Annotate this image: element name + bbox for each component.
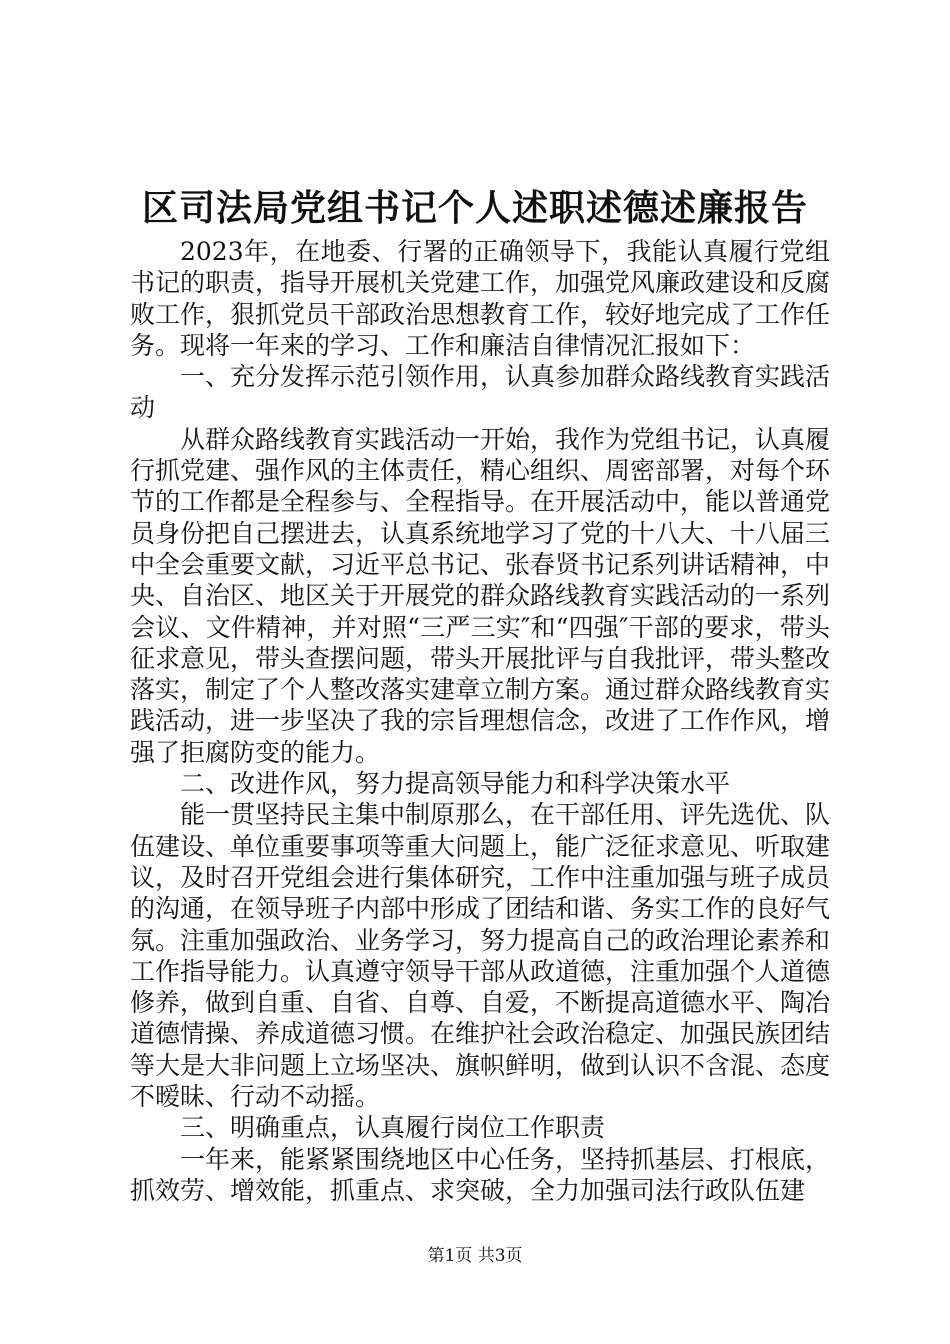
document-body: [130, 236, 830, 1206]
document-title: 区司法局党组书记个人述职述德述廉报告: [141, 187, 808, 229]
section-heading-1: 一、充分发挥示范引领作用，认真参加群众路线教育实践活动: [130, 362, 831, 423]
paragraph-section-2: 能一贯坚持民主集中制原那么，在干部任用、评先选优、队伍建设、单位重要事项等重大问题上，能广泛征求意见、听取建议，及时召开党组会进行集体研究，工作中注重加强与班子成员的沟通，在领导班子内部中形成了团结和谐、务实工作的良好气氛。注重加强政治、业务学习，努力提高自己的政治理论素养和工作指导能力。认真遵守领导干部从政道德，注重加强个人道德修养，做到自重、自省、自尊、自爱，不断提高道德水平、陶冶道德情操、养成道德习惯。在维护社会政治稳定、加强民族团结等大是大非问题上立场坚决、旗帜鲜明，做到认识不含混、态度不暧昧、行动不动摇。: [130, 800, 831, 1112]
paragraph-section-1: 从群众路线教育实践活动一开始，我作为党组书记，认真履行抓党建、强作风的主体责任，精心组织、周密部署，对每个环节的工作都是全程参与、全程指导。在开展活动中，能以普通党员身份把自己摆进去，认真系统地学习了党的十八大、十八届三中全会重要文献，习近平总书记、张春贤书记系列讲话精神，中央、自治区、地区关于开展党的群众路线教育实践活动的一系列会议、文件精神，并对照“三严三实″和“四强″干部的要求，带头征求意见，带头查摆问题，带头开展批评与自我批评，带头整改落实，制定了个人整改落实建章立制方案。通过群众路线教育实践活动，进一步坚决了我的宗旨理想信念，改进了工作作风，增强了拒腐防变的能力。: [130, 424, 831, 767]
section-heading-3: 三、明确重点，认真履行岗位工作职责: [180, 1113, 606, 1143]
paragraph-intro: 2023年，在地委、行署的正确领导下，我能认真履行党组书记的职责，指导开展机关党建工作，加强党风廉政建设和反腐败工作，狠抓党员干部政治思想教育工作，较好地完成了工作任务。现将一年来的学习、工作和廉洁自律情况汇报如下：: [130, 237, 831, 360]
paragraph-section-3: 一年来，能紧紧围绕地区中心任务，坚持抓基层、打根底，抓效劳、增效能，抓重点、求突破，全力加强司法行政队伍建: [130, 1144, 831, 1205]
page-number-footer: 第1页 共3页: [427, 1246, 523, 1266]
section-heading-2: 二、改进作风，努力提高领导能力和科学决策水平: [180, 769, 731, 799]
